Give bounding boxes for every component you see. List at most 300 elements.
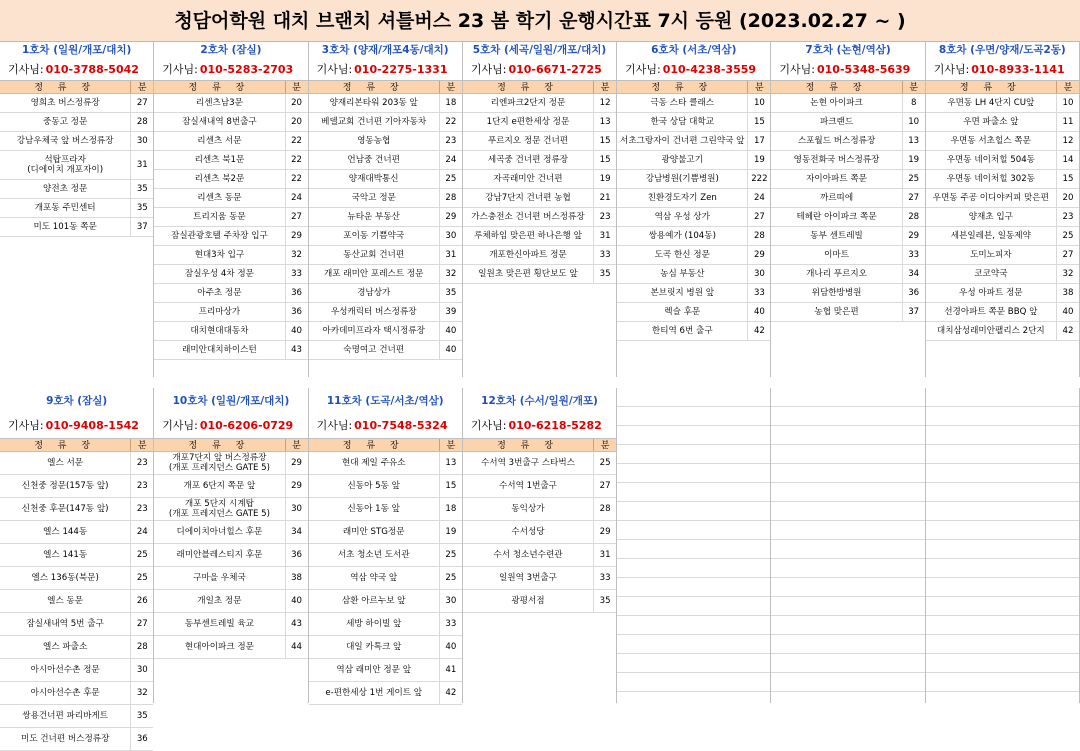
stop-minute: 40	[445, 326, 457, 336]
table-row	[617, 208, 770, 227]
stop-minute: 27	[908, 193, 920, 203]
table-row	[0, 682, 153, 705]
table-row	[0, 94, 153, 113]
table-row	[0, 113, 153, 132]
route-block	[463, 388, 617, 703]
table-row	[617, 94, 770, 113]
table-row	[463, 151, 616, 170]
stop-name: 잠실새내역 5번 출구	[0, 613, 131, 635]
table-row	[154, 475, 307, 498]
table-row	[154, 521, 307, 544]
table-row	[463, 521, 616, 544]
table-row	[463, 94, 616, 113]
stop-minute: 36	[291, 307, 303, 317]
routes-band-bottom	[0, 388, 1080, 744]
table-row	[0, 132, 153, 151]
stop-minute: 25	[1062, 231, 1074, 241]
route-name: 2호차 (잠실)	[200, 44, 262, 56]
table-row	[463, 265, 616, 284]
table-row	[309, 322, 462, 341]
driver-line	[617, 59, 770, 80]
route-name: 12호차 (수서/일원/개포)	[481, 395, 598, 407]
stop-name: 도곡 한신 정문	[617, 246, 748, 264]
stop-name: 삼환 아르누보 앞	[309, 590, 440, 612]
stop-name: e-편한세상 1번 게이트 앞	[309, 682, 440, 704]
driver-label: 기사님:	[8, 63, 44, 76]
table-row	[463, 170, 616, 189]
table-row	[309, 132, 462, 151]
stop-name: 선경아파트 쪽문 BBQ 앞	[926, 303, 1057, 321]
driver-phone[interactable]: 010-3788-5042	[45, 63, 139, 76]
stop-minute: 25	[908, 174, 920, 184]
stop-name: 개포7단지 앞 버스정류장 (개포 프레지던스 GATE 5)	[154, 452, 285, 474]
stop-minute: 37	[908, 307, 920, 317]
stop-name: 양재리본타워 203동 앞	[309, 94, 440, 112]
stop-name: 자곡래미안 건너편	[463, 170, 594, 188]
stop-name: 래미안대치하이스턴	[154, 341, 285, 359]
column-header-minute: 분	[600, 441, 610, 451]
stop-minute: 222	[751, 174, 768, 184]
stop-name: 서초 청소년 도서관	[309, 544, 440, 566]
table-row	[0, 636, 153, 659]
driver-line	[463, 59, 616, 80]
stop-minute: 34	[908, 269, 920, 279]
stop-minute: 8	[910, 98, 917, 108]
table-row	[926, 303, 1079, 322]
stop-name: 영동농협	[309, 132, 440, 150]
driver-label: 기사님:	[779, 63, 815, 76]
stop-name: 강남7단지 건너편 농협	[463, 189, 594, 207]
stop-name: 우성캐릭터 버스정류장	[309, 303, 440, 321]
table-row	[463, 113, 616, 132]
table-row	[309, 613, 462, 636]
route-block	[771, 42, 925, 377]
table-row	[154, 265, 307, 284]
route-name: 8호차 (우면/양재/도곡2동)	[938, 44, 1066, 56]
stop-list	[771, 94, 924, 322]
stop-list	[309, 452, 462, 705]
column-header	[0, 80, 153, 94]
stop-name: 논현 아이파크	[771, 94, 902, 112]
stop-list	[0, 94, 153, 237]
stop-minute: 29	[291, 458, 303, 468]
stop-minute: 12	[599, 98, 611, 108]
table-row	[617, 170, 770, 189]
stop-name: 대치삼성래미안팰리스 2단지	[926, 322, 1057, 340]
driver-phone[interactable]: 010-5348-5639	[817, 63, 911, 76]
column-header-stop: 정 류 장	[154, 81, 285, 93]
stop-name: 광양불고기	[617, 151, 748, 169]
table-row	[309, 521, 462, 544]
column-header	[309, 80, 462, 94]
stop-minute: 23	[136, 458, 148, 468]
table-row	[309, 227, 462, 246]
stop-name: 트리지움 동문	[154, 208, 285, 226]
table-row	[617, 189, 770, 208]
table-row	[617, 113, 770, 132]
driver-phone[interactable]: 010-2275-1331	[354, 63, 448, 76]
stop-minute: 19	[599, 174, 611, 184]
table-row	[0, 199, 153, 218]
table-row	[154, 567, 307, 590]
stop-name: 신천중 후문(147동 앞)	[0, 498, 131, 520]
table-row	[926, 322, 1079, 341]
column-header-stop: 정 류 장	[309, 81, 440, 93]
stop-minute: 30	[753, 269, 765, 279]
stop-minute: 30	[445, 596, 457, 606]
stop-minute: 38	[1062, 288, 1074, 298]
stop-minute: 13	[599, 117, 611, 127]
stop-name: 현대 제일 주유소	[309, 452, 440, 474]
table-row	[154, 636, 307, 659]
stop-minute: 32	[291, 250, 303, 260]
table-row	[309, 284, 462, 303]
table-row	[617, 132, 770, 151]
stop-minute: 36	[908, 288, 920, 298]
stop-minute: 20	[291, 98, 303, 108]
route-block	[463, 42, 617, 377]
route-block	[617, 42, 771, 377]
table-row	[309, 265, 462, 284]
stop-minute: 43	[291, 619, 303, 629]
route-name: 10호차 (일원/개포/대치)	[172, 395, 290, 407]
stop-name: 영동전화국 버스정류장	[771, 151, 902, 169]
stop-name: 쌍용예가 (104동)	[617, 227, 748, 245]
stop-name: 극동 스타 클래스	[617, 94, 748, 112]
table-row	[154, 544, 307, 567]
table-row	[771, 303, 924, 322]
stop-minute: 15	[599, 155, 611, 165]
stop-minute: 21	[599, 193, 611, 203]
stop-name: 자이아파트 쪽문	[771, 170, 902, 188]
stop-name: 루체하임 맞은편 하나은행 앞	[463, 227, 594, 245]
table-row	[309, 498, 462, 521]
table-row	[309, 475, 462, 498]
stop-name: 까르띠에	[771, 189, 902, 207]
stop-minute: 15	[1062, 174, 1074, 184]
stop-name: 우면동 LH 4단지 CU앞	[926, 94, 1057, 112]
table-row	[309, 590, 462, 613]
stop-name: 한국 상담 대학교	[617, 113, 748, 131]
driver-line	[771, 59, 924, 80]
stop-minute: 10	[908, 117, 920, 127]
stop-minute: 19	[753, 155, 765, 165]
table-row	[0, 498, 153, 521]
stop-minute: 22	[445, 117, 457, 127]
stop-minute: 18	[445, 504, 457, 514]
stop-name: 역삼 래미안 정문 앞	[309, 659, 440, 681]
driver-phone[interactable]: 010-6206-0729	[199, 419, 294, 432]
table-row	[309, 208, 462, 227]
stop-minute: 23	[136, 504, 148, 514]
column-header-stop: 정 류 장	[154, 439, 285, 451]
stop-minute: 17	[753, 136, 765, 146]
driver-line	[154, 414, 307, 438]
stop-minute: 14	[1062, 155, 1074, 165]
column-header	[463, 80, 616, 94]
table-row	[309, 452, 462, 475]
route-name: 7호차 (논현/역삼)	[805, 44, 891, 56]
stop-minute: 35	[136, 711, 148, 721]
stop-name: 수서성당	[463, 521, 594, 543]
driver-label: 기사님:	[316, 63, 353, 76]
stop-minute: 25	[136, 573, 148, 583]
column-header-minute: 분	[292, 83, 301, 93]
stop-minute: 28	[599, 504, 611, 514]
stop-minute: 27	[753, 212, 765, 222]
stop-name: 1단지 e편한세상 정문	[463, 113, 594, 131]
stop-minute: 30	[445, 231, 457, 241]
stop-minute: 22	[291, 174, 303, 184]
table-row	[154, 151, 307, 170]
table-row	[154, 452, 307, 475]
table-row	[309, 544, 462, 567]
table-row	[926, 151, 1079, 170]
table-row	[309, 94, 462, 113]
stop-name: 한티역 6번 출구	[617, 322, 748, 340]
stop-minute: 33	[908, 250, 920, 260]
table-row	[463, 544, 616, 567]
table-row	[926, 113, 1079, 132]
table-row	[463, 132, 616, 151]
stop-minute: 24	[291, 193, 303, 203]
stop-name: 개포동 주민센터	[0, 199, 131, 217]
stop-minute: 29	[291, 231, 303, 241]
driver-phone[interactable]: 010-6671-2725	[508, 63, 602, 76]
stop-name: 아주초 정문	[154, 284, 285, 302]
table-row	[0, 613, 153, 636]
table-row	[771, 170, 924, 189]
stop-name: 농협 맞은편	[771, 303, 902, 321]
driver-phone[interactable]: 010-5283-2703	[199, 63, 294, 76]
stop-minute: 40	[1062, 307, 1074, 317]
stop-name: 스포월드 버스정류장	[771, 132, 902, 150]
table-row	[154, 322, 307, 341]
stop-minute: 19	[908, 155, 920, 165]
stop-minute: 25	[136, 550, 148, 560]
stop-minute: 40	[445, 345, 457, 355]
table-row	[926, 265, 1079, 284]
table-row	[154, 189, 307, 208]
stop-minute: 33	[599, 573, 611, 583]
stop-list	[463, 94, 616, 284]
stop-name: 아카데미프라자 택시정류장	[309, 322, 440, 340]
table-row	[617, 151, 770, 170]
column-header-stop: 정 류 장	[0, 439, 131, 451]
empty-column	[617, 388, 771, 703]
table-row	[0, 475, 153, 498]
stop-name: 영희초 버스정류장	[0, 94, 131, 112]
route-name: 11호차 (도곡/서초/역삼)	[326, 395, 444, 407]
stop-minute: 25	[445, 550, 457, 560]
stop-name: 강남병원(기쁨병원)	[617, 170, 748, 188]
stop-minute: 35	[136, 184, 148, 194]
route-name: 6호차 (서초/역삼)	[651, 44, 737, 56]
stop-name: 구마을 우체국	[154, 567, 285, 589]
driver-label: 기사님:	[470, 419, 507, 432]
stop-name: 친환경도자기 Zen	[617, 189, 748, 207]
table-row	[463, 246, 616, 265]
stop-list	[926, 94, 1079, 341]
stop-name: 본브릿지 병원 앞	[617, 284, 748, 302]
column-header-stop: 정 류 장	[617, 81, 748, 93]
stop-name: 엘스 동문	[0, 590, 131, 612]
stop-list	[154, 94, 307, 360]
table-row	[154, 613, 307, 636]
stop-name: 가스충전소 건너편 버스정류장	[463, 208, 594, 226]
driver-line	[463, 414, 616, 438]
stop-name: 대일 카톡크 앞	[309, 636, 440, 658]
stop-name: 도미노피자	[926, 246, 1057, 264]
stop-minute: 30	[291, 504, 303, 514]
driver-line	[0, 414, 153, 438]
stop-name: 신동아 1동 앞	[309, 498, 440, 520]
stop-minute: 24	[136, 527, 148, 537]
column-header-minute: 분	[446, 83, 456, 93]
stop-minute: 35	[136, 203, 148, 213]
stop-minute: 26	[136, 596, 148, 606]
stop-name: 베델교회 건너편 기아자동차	[309, 113, 440, 131]
stop-minute: 35	[599, 269, 611, 279]
column-header-stop: 정 류 장	[0, 81, 131, 93]
stop-name: 아시아선수촌 정문	[0, 659, 131, 681]
stop-minute: 31	[445, 250, 457, 260]
stop-minute: 25	[445, 573, 457, 583]
route-name: 9호차 (잠실)	[46, 395, 108, 407]
stop-name: 신천중 정문(157동 앞)	[0, 475, 131, 497]
column-header-stop: 정 류 장	[926, 81, 1057, 93]
stop-minute: 13	[445, 458, 457, 468]
stop-name: 래미안블레스티지 후문	[154, 544, 285, 566]
stop-minute: 33	[599, 250, 611, 260]
table-row	[463, 189, 616, 208]
stop-name: 수서역 3번출구 스타벅스	[463, 452, 594, 474]
route-block	[926, 42, 1080, 377]
table-row	[771, 265, 924, 284]
stop-name: 개포 래미안 포레스트 정문	[309, 265, 440, 283]
table-row	[309, 170, 462, 189]
table-row	[463, 452, 616, 475]
stop-minute: 23	[136, 481, 148, 491]
stop-minute: 44	[291, 642, 303, 652]
table-row	[154, 303, 307, 322]
stop-name: 농심 부동산	[617, 265, 748, 283]
stop-name: 우성 아파트 정문	[926, 284, 1057, 302]
column-header-stop: 정 류 장	[463, 439, 594, 451]
empty-column	[926, 388, 1080, 703]
table-row	[617, 303, 770, 322]
column-header-stop: 정 류 장	[309, 439, 440, 451]
stop-name: 프리마상가	[154, 303, 285, 321]
stop-minute: 43	[291, 345, 303, 355]
table-row	[0, 590, 153, 613]
column-header-minute: 분	[137, 441, 147, 451]
table-row	[309, 303, 462, 322]
stop-minute: 18	[445, 98, 457, 108]
stop-name: 광평서점	[463, 590, 594, 612]
stop-name: 우면동 서초힐스 쪽문	[926, 132, 1057, 150]
stop-list	[309, 94, 462, 360]
stop-minute: 29	[908, 231, 920, 241]
stop-name: 일원역 3번출구	[463, 567, 594, 589]
stop-name: 우면동 주공 이디야커피 맞은편	[926, 189, 1057, 207]
table-row	[0, 728, 153, 751]
stop-name: 석탑프라자 (디에이치 개포자이)	[0, 151, 131, 179]
table-row	[309, 151, 462, 170]
driver-phone[interactable]: 010-8933-1141	[971, 63, 1065, 76]
stop-minute: 33	[291, 269, 303, 279]
stop-minute: 32	[136, 688, 148, 698]
column-header-stop: 정 류 장	[463, 81, 594, 93]
driver-phone[interactable]: 010-6218-5282	[508, 419, 602, 432]
stop-minute: 28	[445, 193, 457, 203]
table-row	[154, 284, 307, 303]
table-row	[154, 113, 307, 132]
stop-minute: 28	[753, 231, 765, 241]
driver-line	[309, 59, 462, 80]
table-row	[771, 113, 924, 132]
table-row	[0, 544, 153, 567]
stop-name: 수서 청소년수련관	[463, 544, 594, 566]
table-row	[309, 113, 462, 132]
stop-name: 우면 파출소 앞	[926, 113, 1057, 131]
stop-name: 개일초 정문	[154, 590, 285, 612]
stop-name: 뉴타운 부동산	[309, 208, 440, 226]
table-row	[154, 170, 307, 189]
driver-phone[interactable]: 010-7548-5324	[354, 419, 448, 432]
stop-minute: 31	[599, 231, 611, 241]
driver-label: 기사님:	[470, 63, 507, 76]
stop-minute: 23	[445, 136, 457, 146]
driver-phone[interactable]: 010-9408-1542	[45, 419, 139, 432]
column-header-stop: 정 류 장	[771, 81, 902, 93]
stop-minute: 30	[136, 136, 148, 146]
table-row	[0, 218, 153, 237]
stop-minute: 29	[599, 527, 611, 537]
table-row	[771, 151, 924, 170]
table-row	[771, 284, 924, 303]
stop-minute: 31	[136, 160, 148, 170]
stop-minute: 27	[599, 481, 611, 491]
column-header-minute: 분	[292, 441, 301, 451]
driver-line	[309, 414, 462, 438]
table-row	[771, 208, 924, 227]
table-row	[309, 636, 462, 659]
stop-minute: 27	[1062, 250, 1074, 260]
table-row	[0, 705, 153, 728]
stop-name: 동부센트레빌 육교	[154, 613, 285, 635]
driver-line	[154, 59, 307, 80]
column-header	[617, 80, 770, 94]
stop-minute: 28	[136, 117, 148, 127]
stop-minute: 39	[445, 307, 457, 317]
stop-name: 엘스 136동(북문)	[0, 567, 131, 589]
table-row	[926, 189, 1079, 208]
stop-minute: 32	[445, 269, 457, 279]
driver-phone[interactable]: 010-4238-3559	[662, 63, 757, 76]
column-header-minute: 분	[909, 83, 919, 93]
stop-name: 아시아선수촌 후문	[0, 682, 131, 704]
stop-name: 서초그랑자이 건너편 그린약국 앞	[617, 132, 748, 150]
stop-minute: 32	[1062, 269, 1074, 279]
stop-name: 신동아 5동 앞	[309, 475, 440, 497]
route-block	[0, 388, 154, 744]
table-row	[926, 94, 1079, 113]
stop-minute: 37	[136, 222, 148, 232]
stop-name: 개포 6단지 쪽문 앞	[154, 475, 285, 497]
stop-name: 수서역 1번출구	[463, 475, 594, 497]
route-block	[154, 388, 308, 703]
